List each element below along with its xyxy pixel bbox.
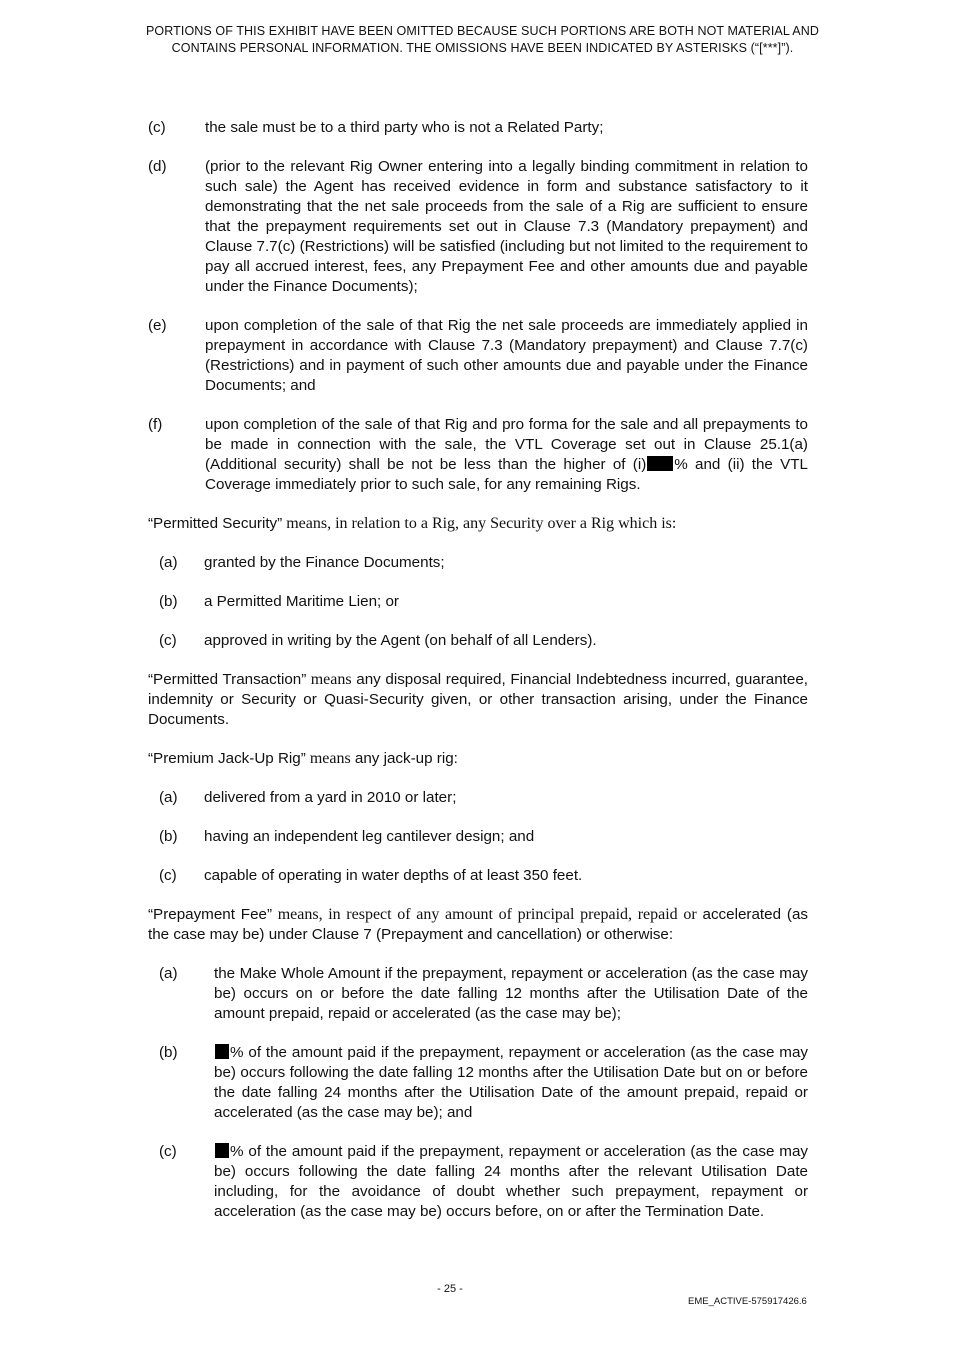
list-item (148, 788, 808, 808)
item-text-before: upon completion of the sale of that Rig and pro forma for the sale and all prepayments to be made in connection with the sale, the VTL Coverage set out in Clause 25.1(a) (Additional security) shall be not be less than the higher of (i) (205, 416, 808, 473)
defined-term: “Permitted Transaction” (148, 671, 307, 688)
item-label: (f) (148, 416, 163, 433)
list-item (148, 866, 808, 886)
means-text: means (306, 671, 352, 688)
item-text: the Make Whole Amount if the prepayment, repayment or acceleration (as the case may be) occurs on or before the date falling 12 months after the Utilisation Date of the amount prepaid, repaid or accelerated (as the case may be); (214, 965, 808, 1022)
item-label: (b) (159, 593, 178, 610)
item-text: a Permitted Maritime Lien; or (204, 593, 399, 610)
definition-premium-jackup (148, 749, 808, 769)
list-item (148, 592, 808, 612)
defined-term: “Permitted Security” (148, 515, 283, 532)
defined-term: “Premium Jack-Up Rig” (148, 750, 306, 767)
list-item (148, 1043, 808, 1123)
defined-term: “Prepayment Fee” (148, 906, 273, 923)
item-text: (prior to the relevant Rig Owner entering into a legally binding commitment in relation to such sale) the Agent has received evidence in form and substance satisfactory to it demonstrating that the net sale proceeds from the sale of a Rig are sufficient to ensure that the prepayment requirements set out in Clause 7.3 (Mandatory prepayment) and Clause 7.7(c) (Restrictions) will be satisfied (including but not limited to the requirement to pay all accrued interest, fees, any Prepayment Fee and other amounts due and payable under the Finance Documents); (205, 158, 808, 295)
list-item (148, 964, 808, 1024)
header-line-2: CONTAINS PERSONAL INFORMATION. THE OMISSIONS HAVE BEEN INDICATED BY ASTERISKS (“[***]”). (171, 41, 794, 55)
item-label: (c) (159, 632, 177, 649)
list-item (148, 157, 808, 297)
item-text-after: % and (ii) the VTL Coverage immediately prior to such sale, for any remaining Rigs. (205, 456, 809, 493)
item-text: having an independent leg cantilever design; and (204, 828, 535, 845)
item-label: (c) (148, 119, 166, 136)
means-text: means, in respect of any amount of principal prepaid, repaid or (272, 906, 697, 923)
definition-permitted-security (148, 514, 808, 534)
item-text (214, 1043, 808, 1123)
item-label: (a) (159, 789, 178, 806)
item-label: (d) (148, 158, 167, 175)
item-text (205, 415, 808, 495)
confidentiality-header (110, 23, 855, 57)
redaction-box (647, 456, 673, 471)
means-text: means (305, 750, 351, 767)
document-body (148, 118, 808, 1241)
item-text: granted by the Finance Documents; (204, 554, 445, 571)
item-text: approved in writing by the Agent (on behalf of all Lenders). (204, 632, 597, 649)
item-text (214, 1142, 808, 1222)
header-line-1: PORTIONS OF THIS EXHIBIT HAVE BEEN OMITTED BECAUSE SUCH PORTIONS ARE BOTH NOT MATERIAL AND (145, 24, 819, 38)
list-item (148, 827, 808, 847)
item-label: (c) (159, 1143, 177, 1160)
item-label: (a) (159, 965, 178, 982)
list-item (148, 631, 808, 651)
list-item (148, 553, 808, 573)
item-text: the sale must be to a third party who is not a Related Party; (205, 119, 604, 136)
definition-text: any jack-up rig: (350, 750, 458, 767)
definition-text: accelerated (as the case may be) under Clause 7 (Prepayment and cancellation) or otherwise: (148, 906, 808, 943)
item-label: (b) (159, 1044, 178, 1061)
list-item (148, 1142, 808, 1222)
list-item (148, 118, 808, 138)
item-label: (b) (159, 828, 178, 845)
item-text: upon completion of the sale of that Rig the net sale proceeds are immediately applied in prepayment in accordance with Clause 7.3 (Mandatory prepayment) and Clause 7.7(c) (Restrictions) and in payment of such other amounts due and payable under the Finance Documents; and (205, 317, 808, 394)
item-label: (e) (148, 317, 167, 334)
document-id: EME_ACTIVE-575917426.6 (688, 1296, 807, 1307)
item-text-body: % of the amount paid if the prepayment, repayment or acceleration (as the case may be) occurs following the date falling 24 months after the relevant Utilisation Date including, for the avoidance of doubt whether such prepayment, repayment or acceleration (as the case may be) occurs before, on or after the Termination Date. (214, 1143, 808, 1220)
page-number: - 25 - (437, 1283, 463, 1295)
definition-text: means, in relation to a Rig, any Security over a Rig which is: (282, 515, 677, 532)
redaction-box (215, 1044, 229, 1059)
item-label: (c) (159, 867, 177, 884)
list-item (148, 415, 808, 495)
list-item (148, 316, 808, 396)
item-text-body: % of the amount paid if the prepayment, repayment or acceleration (as the case may be) occurs following the date falling 12 months after the Utilisation Date but on or before the date falling 24 months after the Utilisation Date of the amount prepaid, repaid or accelerated (as the case may be); and (214, 1044, 808, 1121)
redaction-box (215, 1143, 229, 1158)
definition-permitted-transaction (148, 670, 808, 730)
definition-prepayment-fee (148, 905, 808, 945)
definition-text: any disposal required, Financial Indebtedness incurred, guarantee, indemnity or Security or Quasi-Security given, or other transaction arising, under the Finance Documents. (148, 671, 808, 728)
item-text: delivered from a yard in 2010 or later; (204, 789, 457, 806)
item-label: (a) (159, 554, 178, 571)
item-text: capable of operating in water depths of at least 350 feet. (204, 867, 583, 884)
